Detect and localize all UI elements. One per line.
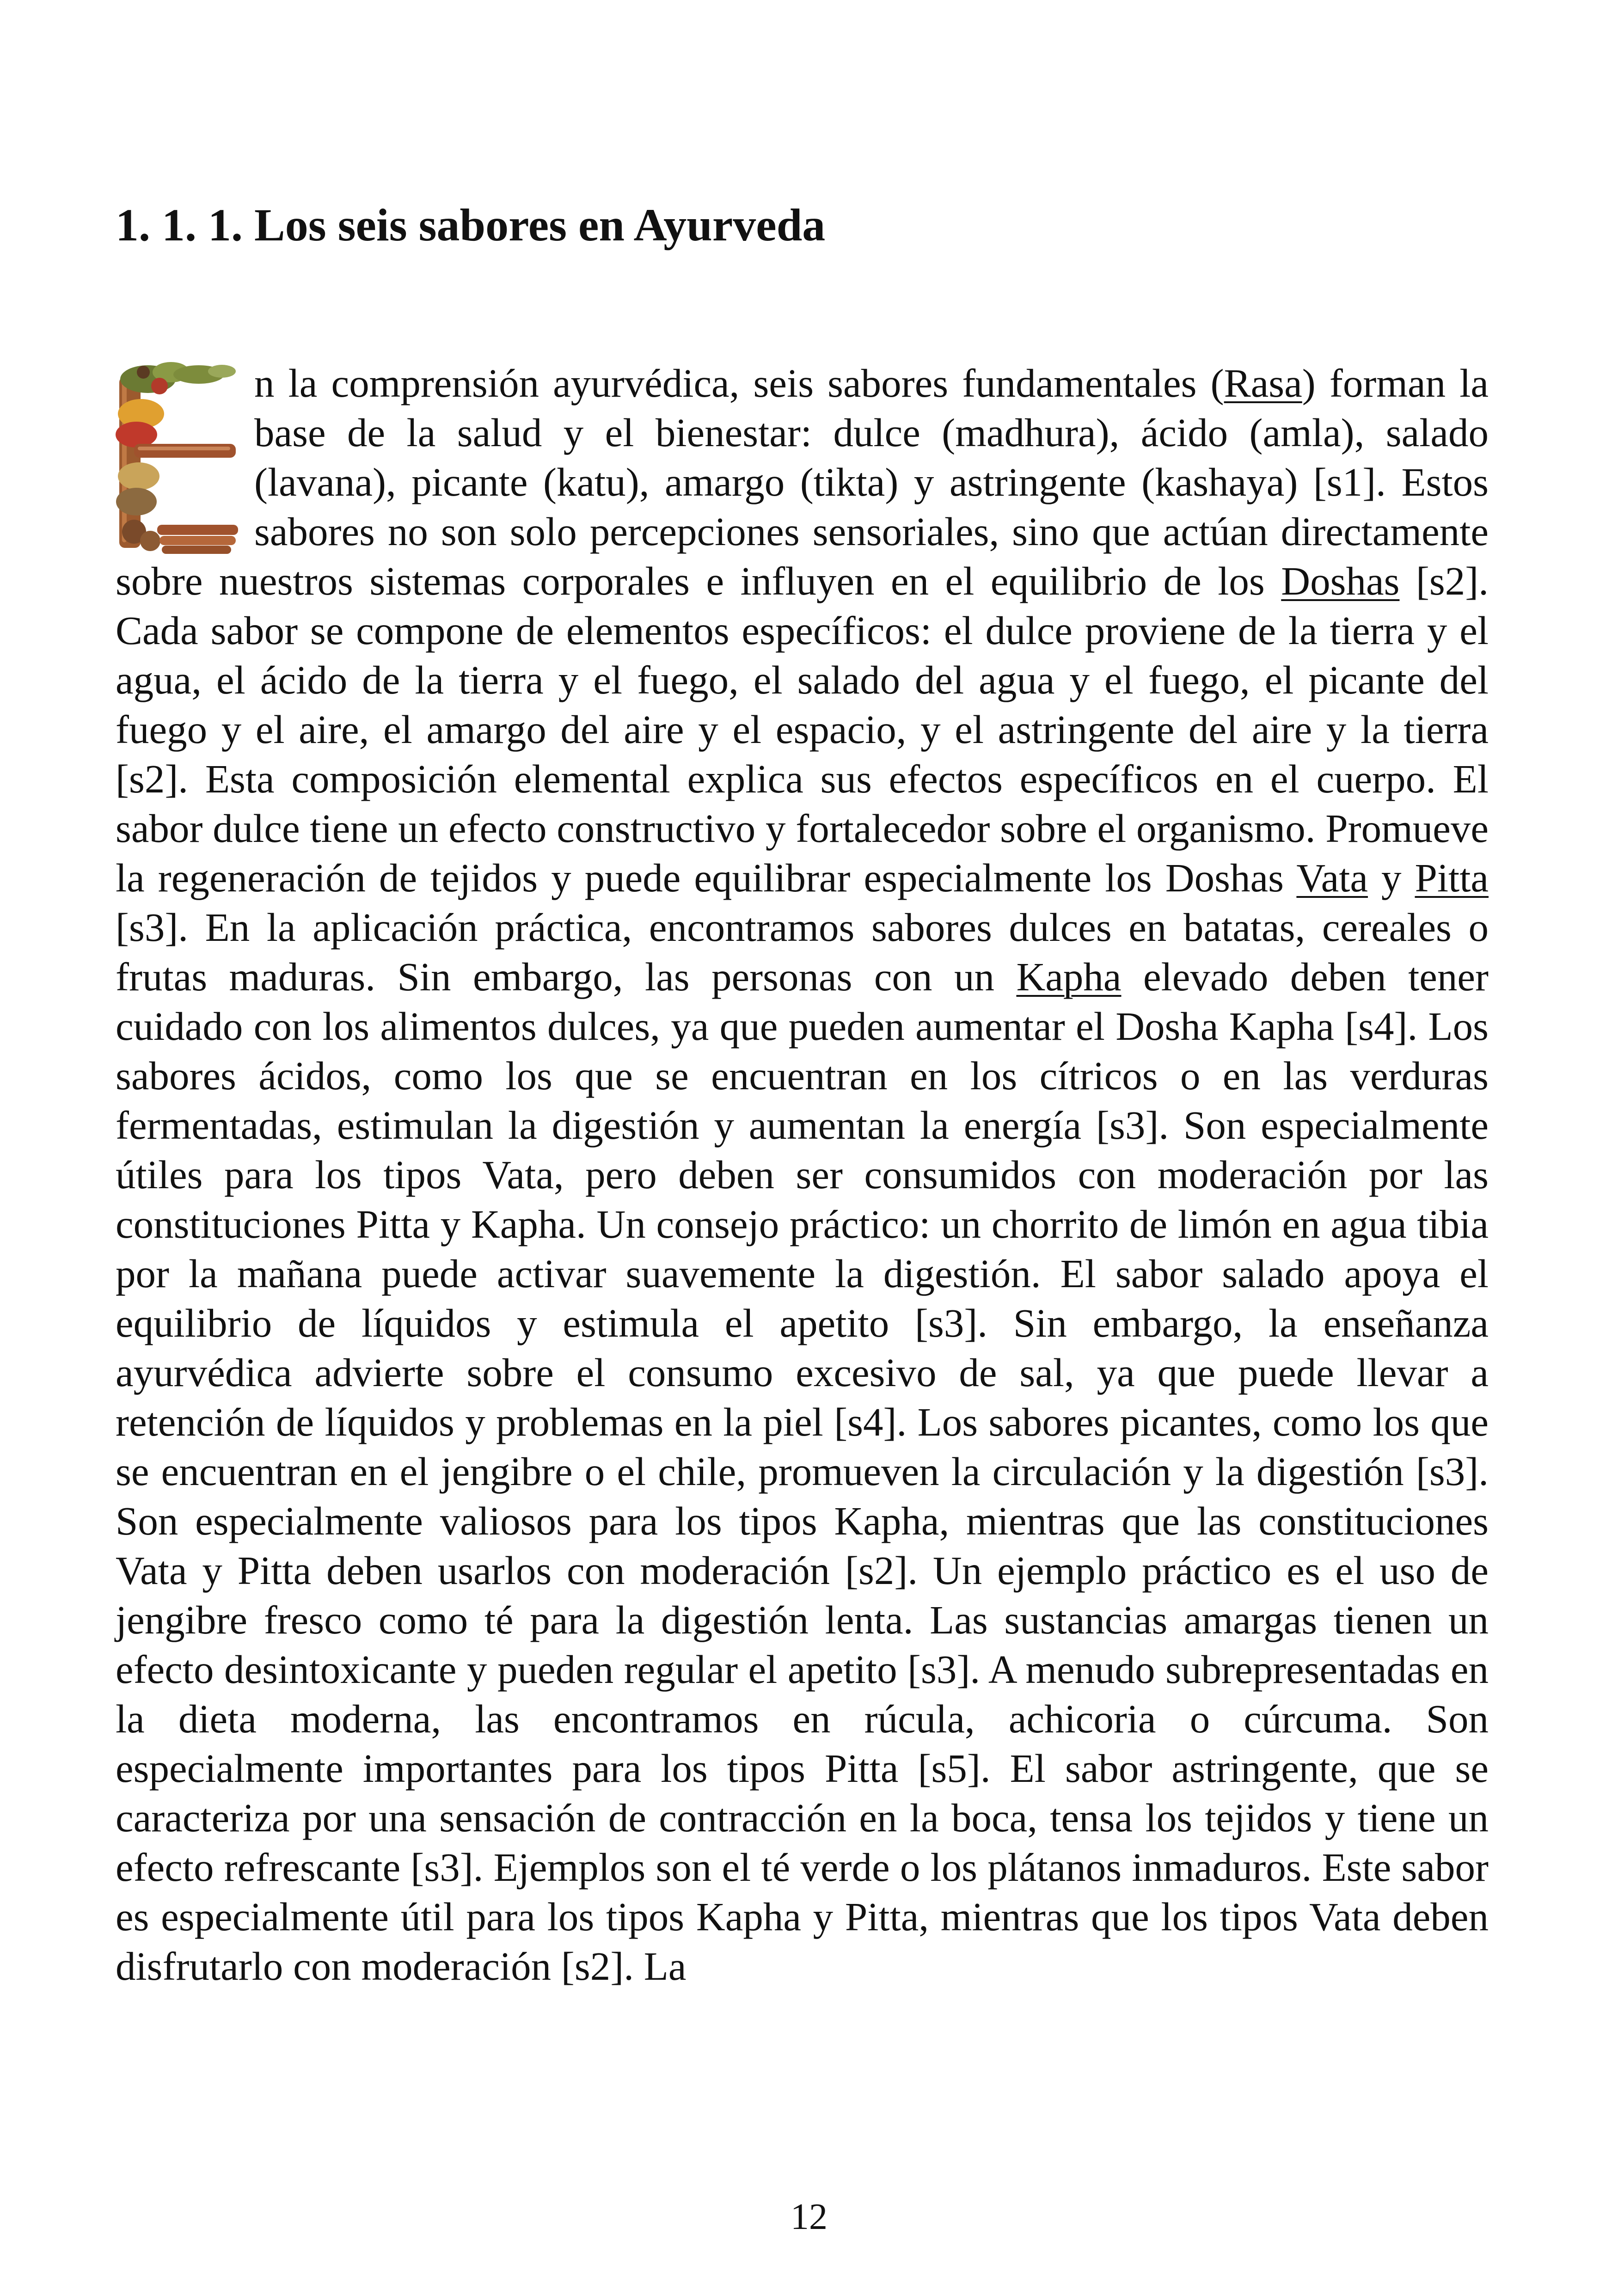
paragraph-text-6: elevado deben tener cuidado con los alimentos dulces, ya que pueden aumentar el Dosha Kapha [s4]. Los sabores ácidos, como los que se encuentran en los cítricos o en las verduras fermentadas, estimulan la digestión y aumentan la energía [s3]. Son especialmente útiles para los tipos Vata, pero deben ser consumidos con moderación por las constituciones Pitta y Kapha. Un consejo práctico: un chorrito de limón en agua tibia por la mañana puede activar suavemente la digestión. El sabor salado apoya el equilibrio de líquidos y estimula el apetito [s3]. Sin embargo, la enseñanza ayurvédica advierte sobre el consumo excesivo de sal, ya que puede llevar a retención de líquidos y problemas en la piel [s4]. Los sabores picantes, como los que se encuentran en el jengibre o el chile, promueven la circulación y la digestión [s3]. Son especialmente valiosos para los tipos Kapha, mientras que las constituciones Vata y Pitta deben usarlos con moderación [s2]. Un ejemplo práctico es el uso de jengibre fresco como té para la digestión lenta. Las sustancias amargas tienen un efecto desintoxicante y pueden regular el apetito [s3]. A menudo subrepresentadas en la dieta moderna, las encontramos en rúcula, achicoria o cúrcuma. Son especialmente importantes para los tipos Pitta [s5]. El sabor astringente, que se caracteriza por una sensación de contracción en la boca, tensa los tejidos y tiene un efecto refrescante [s3]. Ejemplos son el té verde o los plátanos inmaduros. Este sabor es especialmente útil para los tipos Kapha y Pitta, mientras que los tipos Vata deben disfrutarlo con moderación [s2]. La (116, 954, 1489, 1989)
paragraph-text-5: [s3]. En la aplicación práctica, encontramos sabores dulces en batatas, cereales o frutas maduras. Sin embargo, las personas con un (116, 905, 1489, 999)
link-rasa[interactable]: Rasa (1224, 361, 1302, 405)
paragraph-text-4: y (1367, 855, 1415, 900)
page-number: 12 (791, 2197, 827, 2237)
spice-letter-e-icon (116, 358, 240, 556)
link-doshas[interactable]: Doshas (1281, 559, 1400, 603)
spice-dropcap-image (116, 358, 240, 556)
link-vata[interactable]: Vata (1296, 855, 1368, 900)
body-paragraph (116, 358, 1489, 1991)
section-heading: 1. 1. 1. Los seis sabores en Ayurveda (116, 199, 826, 251)
paragraph-text-2: ) forman la base de la salud y el bienestar: dulce (madhura), ácido (amla), salado (lavana), picante (katu), amargo (tikta) y astringente (kashaya) [s1]. Estos sabores no son solo percepciones sensoriales, sino que actúan directamente sobre nuestros sistemas corporales e influyen en el equilibrio de los (116, 361, 1489, 603)
link-pitta[interactable]: Pitta (1415, 855, 1489, 900)
link-kapha[interactable]: Kapha (1016, 954, 1122, 999)
paragraph-text-3: [s2]. Cada sabor se compone de elementos específicos: el dulce proviene de la tierra y el agua, el ácido de la tierra y el fuego, el salado del agua y el fuego, el picante del fuego y el aire, el amargo del aire y el espacio, y el astringente del aire y la tierra [s2]. Esta composición elemental explica sus efectos específicos en el cuerpo. El sabor dulce tiene un efecto constructivo y fortalecedor sobre el organismo. Promueve la regeneración de tejidos y puede equilibrar especialmente los Doshas (116, 559, 1489, 900)
paragraph-text-1: n la comprensión ayurvédica, seis sabores fundamentales ( (254, 361, 1224, 405)
